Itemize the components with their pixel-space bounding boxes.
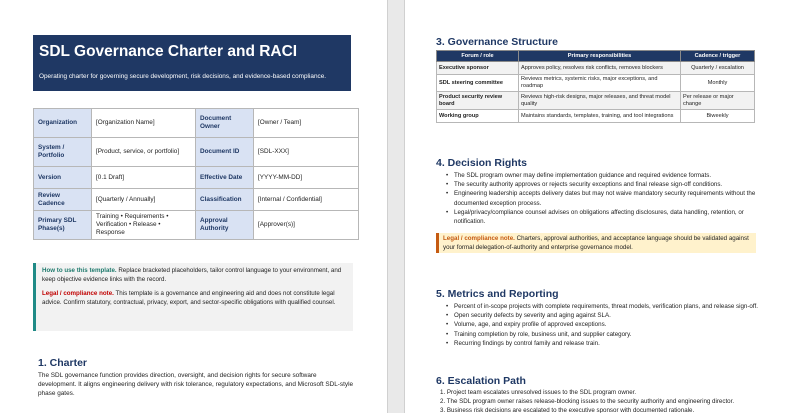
label-approval-authority: Approval Authority [196, 211, 254, 240]
legal-compliance-callout: Legal / compliance note. Charters, approval authorities, and acceptance language should be validated against your formal delegation-of-authority and enterprise governance model. [436, 233, 756, 253]
section-heading-governance: 3. Governance Structure [436, 36, 558, 48]
section-heading-metrics: 5. Metrics and Reporting [436, 288, 559, 300]
value-effective-date[interactable]: [YYYY-MM-DD] [254, 167, 359, 189]
value-document-owner[interactable]: [Owner / Team] [254, 109, 359, 138]
table-row [437, 62, 755, 75]
value-approval-authority[interactable]: [Approver(s)] [254, 211, 359, 240]
table-cell: Biweekly [681, 110, 755, 123]
label-system-portfolio: System / Portfolio [34, 138, 92, 167]
table-row [34, 138, 359, 167]
list-item: • Volume, age, and expiry profile of approved exceptions. [446, 320, 760, 329]
list-item: • Training completion by role, business unit, and supplier category. [446, 330, 760, 339]
table-row [34, 167, 359, 189]
table-header-row [437, 51, 755, 62]
table-cell: Maintains standards, templates, training, and tool integrations [519, 110, 681, 123]
value-version[interactable]: [0.1 Draft] [92, 167, 196, 189]
label-organization: Organization [34, 109, 92, 138]
label-primary-sdl-phases: Primary SDL Phase(s) [34, 211, 92, 240]
section-heading-decision-rights: 4. Decision Rights [436, 157, 528, 169]
table-cell: Approves policy, resolves risk conflicts, removes blockers [519, 62, 681, 75]
table-row [34, 109, 359, 138]
section-heading-charter: 1. Charter [38, 357, 88, 369]
list-item: 1. Project team escalates unresolved issues to the SDL program owner. [440, 389, 637, 396]
label-document-owner: Document Owner [196, 109, 254, 138]
value-organization[interactable]: [Organization Name] [92, 109, 196, 138]
charter-body: The SDL governance function provides direction, oversight, and decision rights for secure software development. It aligns engineering delivery with risk tolerance, regulatory expectations, and Microsoft SDL-style phase gates. [38, 372, 354, 397]
list-item: 2. The SDL program owner raises release-blocking issues to the security authority and engineering director. [440, 398, 735, 406]
usage-notes-box [33, 263, 353, 331]
table-cell: Product security review board [437, 92, 519, 110]
decision-rights-list [446, 171, 760, 226]
list-item: • Legal/privacy/compliance counsel advises on obligations affecting disclosures, data handling, retention, or notification. [446, 208, 760, 226]
governance-structure-table [436, 50, 755, 123]
label-version: Version [34, 167, 92, 189]
label-effective-date: Effective Date [196, 167, 254, 189]
list-item: • Recurring findings by control family and release train. [446, 339, 760, 348]
list-item: • Percent of in-scope projects with complete requirements, threat models, verification plans, and release sign-off. [446, 302, 760, 311]
value-document-id[interactable]: [SDL-XXX] [254, 138, 359, 167]
label-document-id: Document ID [196, 138, 254, 167]
table-cell: Quarterly / escalation [681, 62, 755, 75]
list-item: • Engineering leadership accepts delivery dates but may not waive mandatory security requirements without the documented exception process. [446, 189, 760, 207]
metrics-list [446, 302, 760, 348]
table-cell: Executive sponsor [437, 62, 519, 75]
list-item: • Open security defects by severity and aging against SLA. [446, 311, 760, 320]
column-header: Forum / role [437, 51, 519, 62]
table-row [34, 211, 359, 240]
value-system-portfolio[interactable]: [Product, service, or portfolio] [92, 138, 196, 167]
table-row [437, 92, 755, 110]
document-metadata-table [33, 108, 359, 240]
list-item: • The security authority approves or rejects security exceptions and final release sign-off conditions. [446, 180, 760, 189]
document-title: SDL Governance Charter and RACI [39, 43, 298, 60]
table-row [437, 110, 755, 123]
table-cell: Per release or major change [681, 92, 755, 110]
list-item: • The SDL program owner may define implementation guidance and required evidence formats. [446, 171, 760, 180]
document-subtitle: Operating charter for governing secure development, risk decisions, and evidence-based compliance. [39, 73, 327, 80]
list-item: 3. Business risk decisions are escalated to the executive sponsor with documented rationale. [440, 407, 695, 413]
table-row [437, 75, 755, 92]
legal-note: Legal / compliance note. This template is a governance and engineering aid and does not constitute legal advice. Confirm statutory, contractual, privacy, export, and sector-specific obligations with qualified counsel. [42, 290, 336, 306]
table-row [34, 189, 359, 211]
table-cell: Reviews high-risk designs, major releases, and threat model quality [519, 92, 681, 110]
label-review-cadence: Review Cadence [34, 189, 92, 211]
escalation-list [440, 388, 758, 413]
table-cell: Working group [437, 110, 519, 123]
value-primary-sdl-phases[interactable]: Training • Requirements • Verification • Release • Response [92, 211, 196, 240]
value-review-cadence[interactable]: [Quarterly / Annually] [92, 189, 196, 211]
value-classification[interactable]: [Internal / Confidential] [254, 189, 359, 211]
title-banner [33, 35, 351, 91]
label-classification: Classification [196, 189, 254, 211]
how-to-use-note: How to use this template. Replace bracketed placeholders, tailor control language to your environment, and keep objective evidence links with the record. [42, 267, 342, 283]
table-cell: SDL steering committee [437, 75, 519, 92]
table-cell: Monthly [681, 75, 755, 92]
section-heading-escalation: 6. Escalation Path [436, 375, 526, 387]
column-header: Primary responsibilities [519, 51, 681, 62]
column-header: Cadence / trigger [681, 51, 755, 62]
table-cell: Reviews metrics, systemic risks, major exceptions, and roadmap [519, 75, 681, 92]
